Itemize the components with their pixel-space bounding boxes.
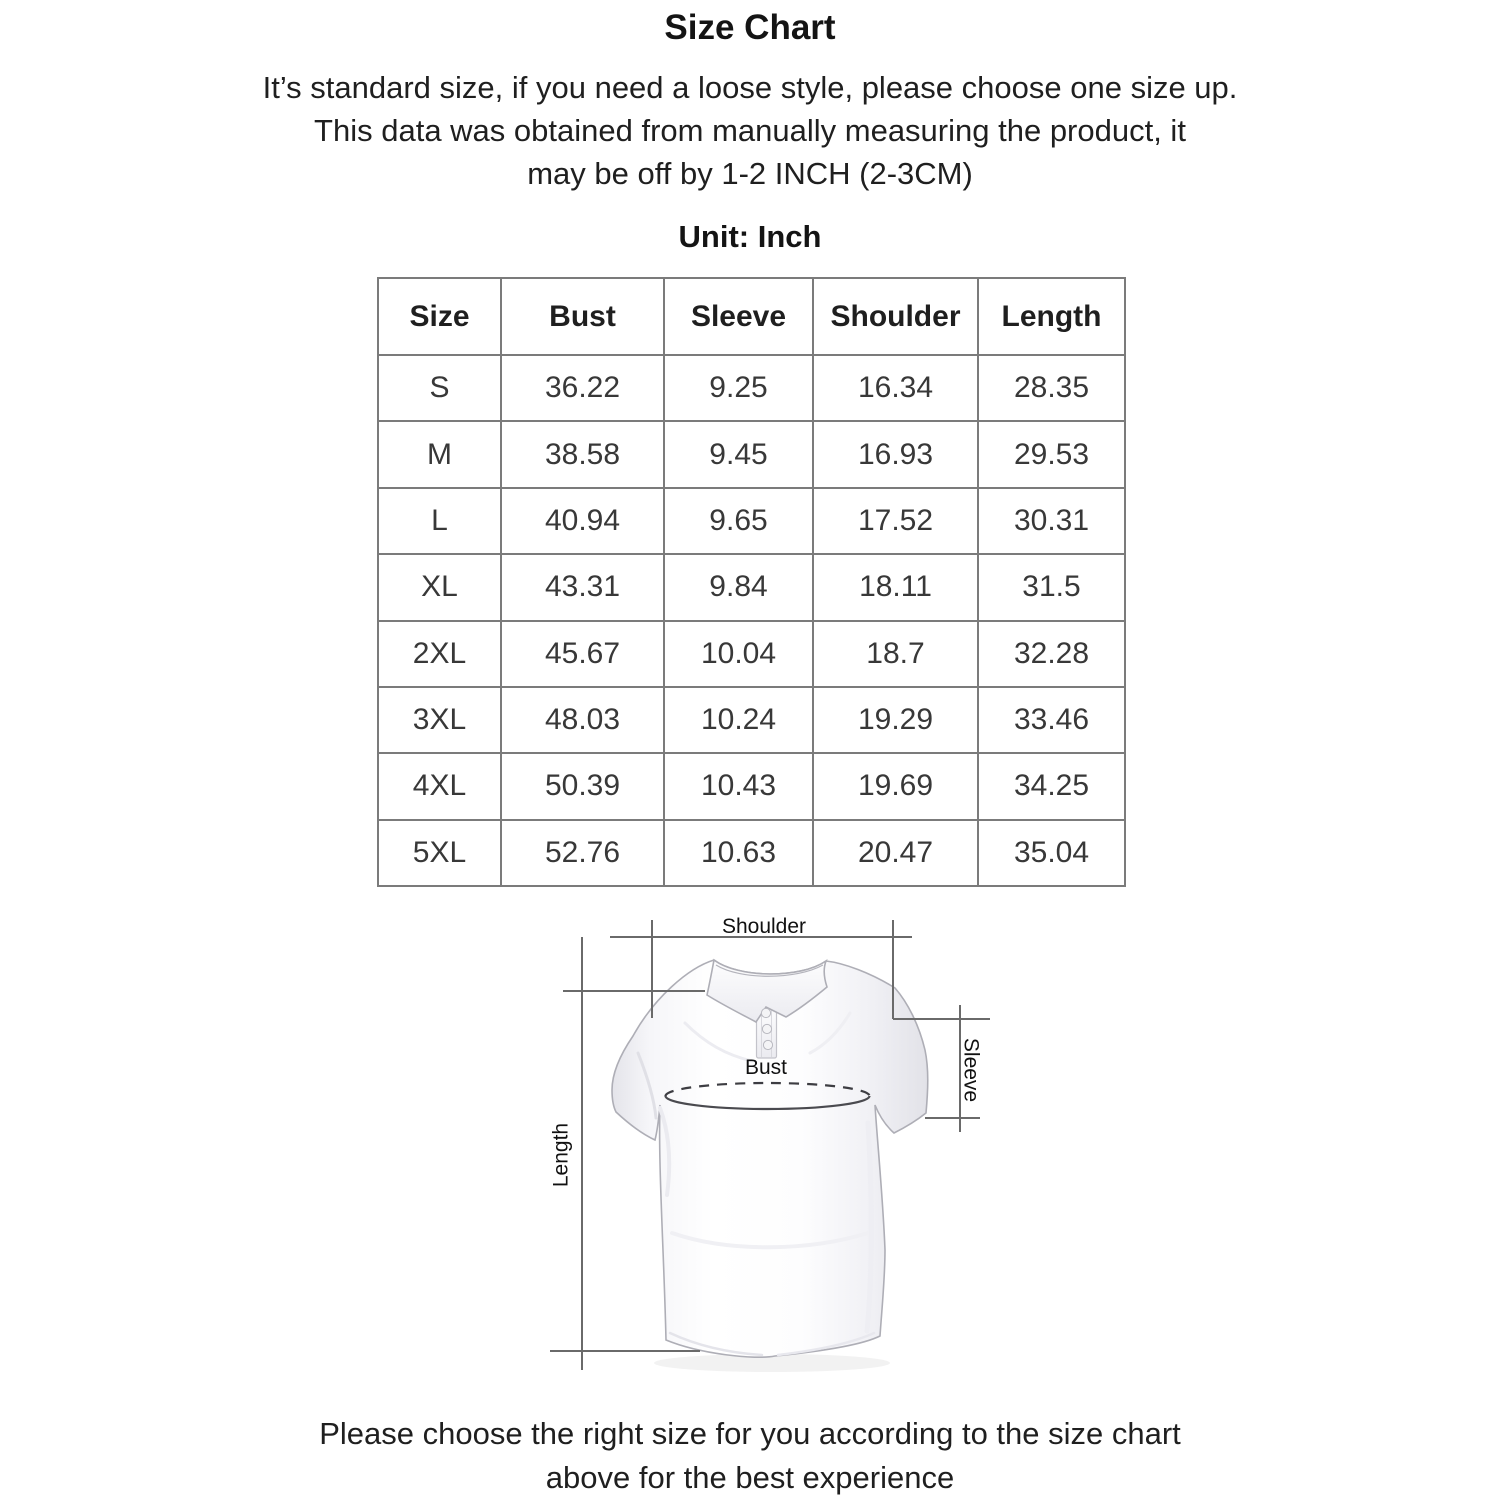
table-header-row [378,278,1125,355]
table-cell: 20.47 [813,820,978,886]
table-cell: 32.28 [978,621,1125,687]
table-cell: 50.39 [501,753,664,819]
table-cell: 35.04 [978,820,1125,886]
table-cell: 10.43 [664,753,813,819]
bust-label: Bust [744,1056,788,1079]
polo-shirt-illustration [612,960,928,1357]
column-header-shoulder: Shoulder [813,278,978,355]
table-cell: 36.22 [501,355,664,421]
table-row [378,355,1125,421]
intro-line: This data was obtained from manually measuring the product, it [314,113,1186,148]
table-cell: 18.11 [813,554,978,620]
table-cell: 31.5 [978,554,1125,620]
table-cell: S [378,355,501,421]
column-header-length: Length [978,278,1125,355]
table-row [378,820,1125,886]
table-cell: 9.65 [664,488,813,554]
table-cell: 19.69 [813,753,978,819]
shirt-button [762,1024,771,1033]
table-row [378,554,1125,620]
table-cell: 9.45 [664,421,813,487]
table-cell: 3XL [378,687,501,753]
table-cell: 38.58 [501,421,664,487]
table-cell: 29.53 [978,421,1125,487]
intro-text [0,66,1500,195]
table-cell: 9.84 [664,554,813,620]
table-row [378,753,1125,819]
length-label: Length [549,1122,573,1188]
sleeve-label: Sleeve [959,1037,983,1103]
table-cell: XL [378,554,501,620]
table-cell: 9.25 [664,355,813,421]
column-header-size: Size [378,278,501,355]
table-cell: 10.04 [664,621,813,687]
table-cell: 45.67 [501,621,664,687]
table-cell: 10.24 [664,687,813,753]
table-cell: 43.31 [501,554,664,620]
table-cell: 2XL [378,621,501,687]
table-cell: 48.03 [501,687,664,753]
size-table-wrapper [377,277,1126,887]
table-cell: 16.93 [813,421,978,487]
table-cell: 17.52 [813,488,978,554]
intro-line: It’s standard size, if you need a loose style, please choose one size up. [262,70,1238,105]
footer-note [0,1412,1500,1500]
shirt-button [761,1008,770,1017]
footer-line: above for the best experience [545,1460,955,1495]
table-cell: 18.7 [813,621,978,687]
table-cell: M [378,421,501,487]
shoulder-label: Shoulder [721,915,807,938]
intro-line: may be off by 1-2 INCH (2-3CM) [527,156,973,191]
table-cell: 52.76 [501,820,664,886]
table-cell: 19.29 [813,687,978,753]
table-cell: 30.31 [978,488,1125,554]
column-header-bust: Bust [501,278,664,355]
shirt-button [763,1040,772,1049]
unit-label: Unit: Inch [678,219,822,254]
footer-line: Please choose the right size for you according to the size chart [319,1416,1181,1451]
table-cell: 4XL [378,753,501,819]
table-cell: L [378,488,501,554]
table-cell: 16.34 [813,355,978,421]
table-row [378,488,1125,554]
page-title: Size Chart [664,8,836,47]
size-chart-table [377,277,1126,887]
table-cell: 40.94 [501,488,664,554]
table-cell: 28.35 [978,355,1125,421]
table-cell: 10.63 [664,820,813,886]
table-cell: 33.46 [978,687,1125,753]
table-cell: 5XL [378,820,501,886]
column-header-sleeve: Sleeve [664,278,813,355]
table-row [378,687,1125,753]
table-row [378,621,1125,687]
table-row [378,421,1125,487]
measurement-diagram [520,903,1040,1383]
table-cell: 34.25 [978,753,1125,819]
